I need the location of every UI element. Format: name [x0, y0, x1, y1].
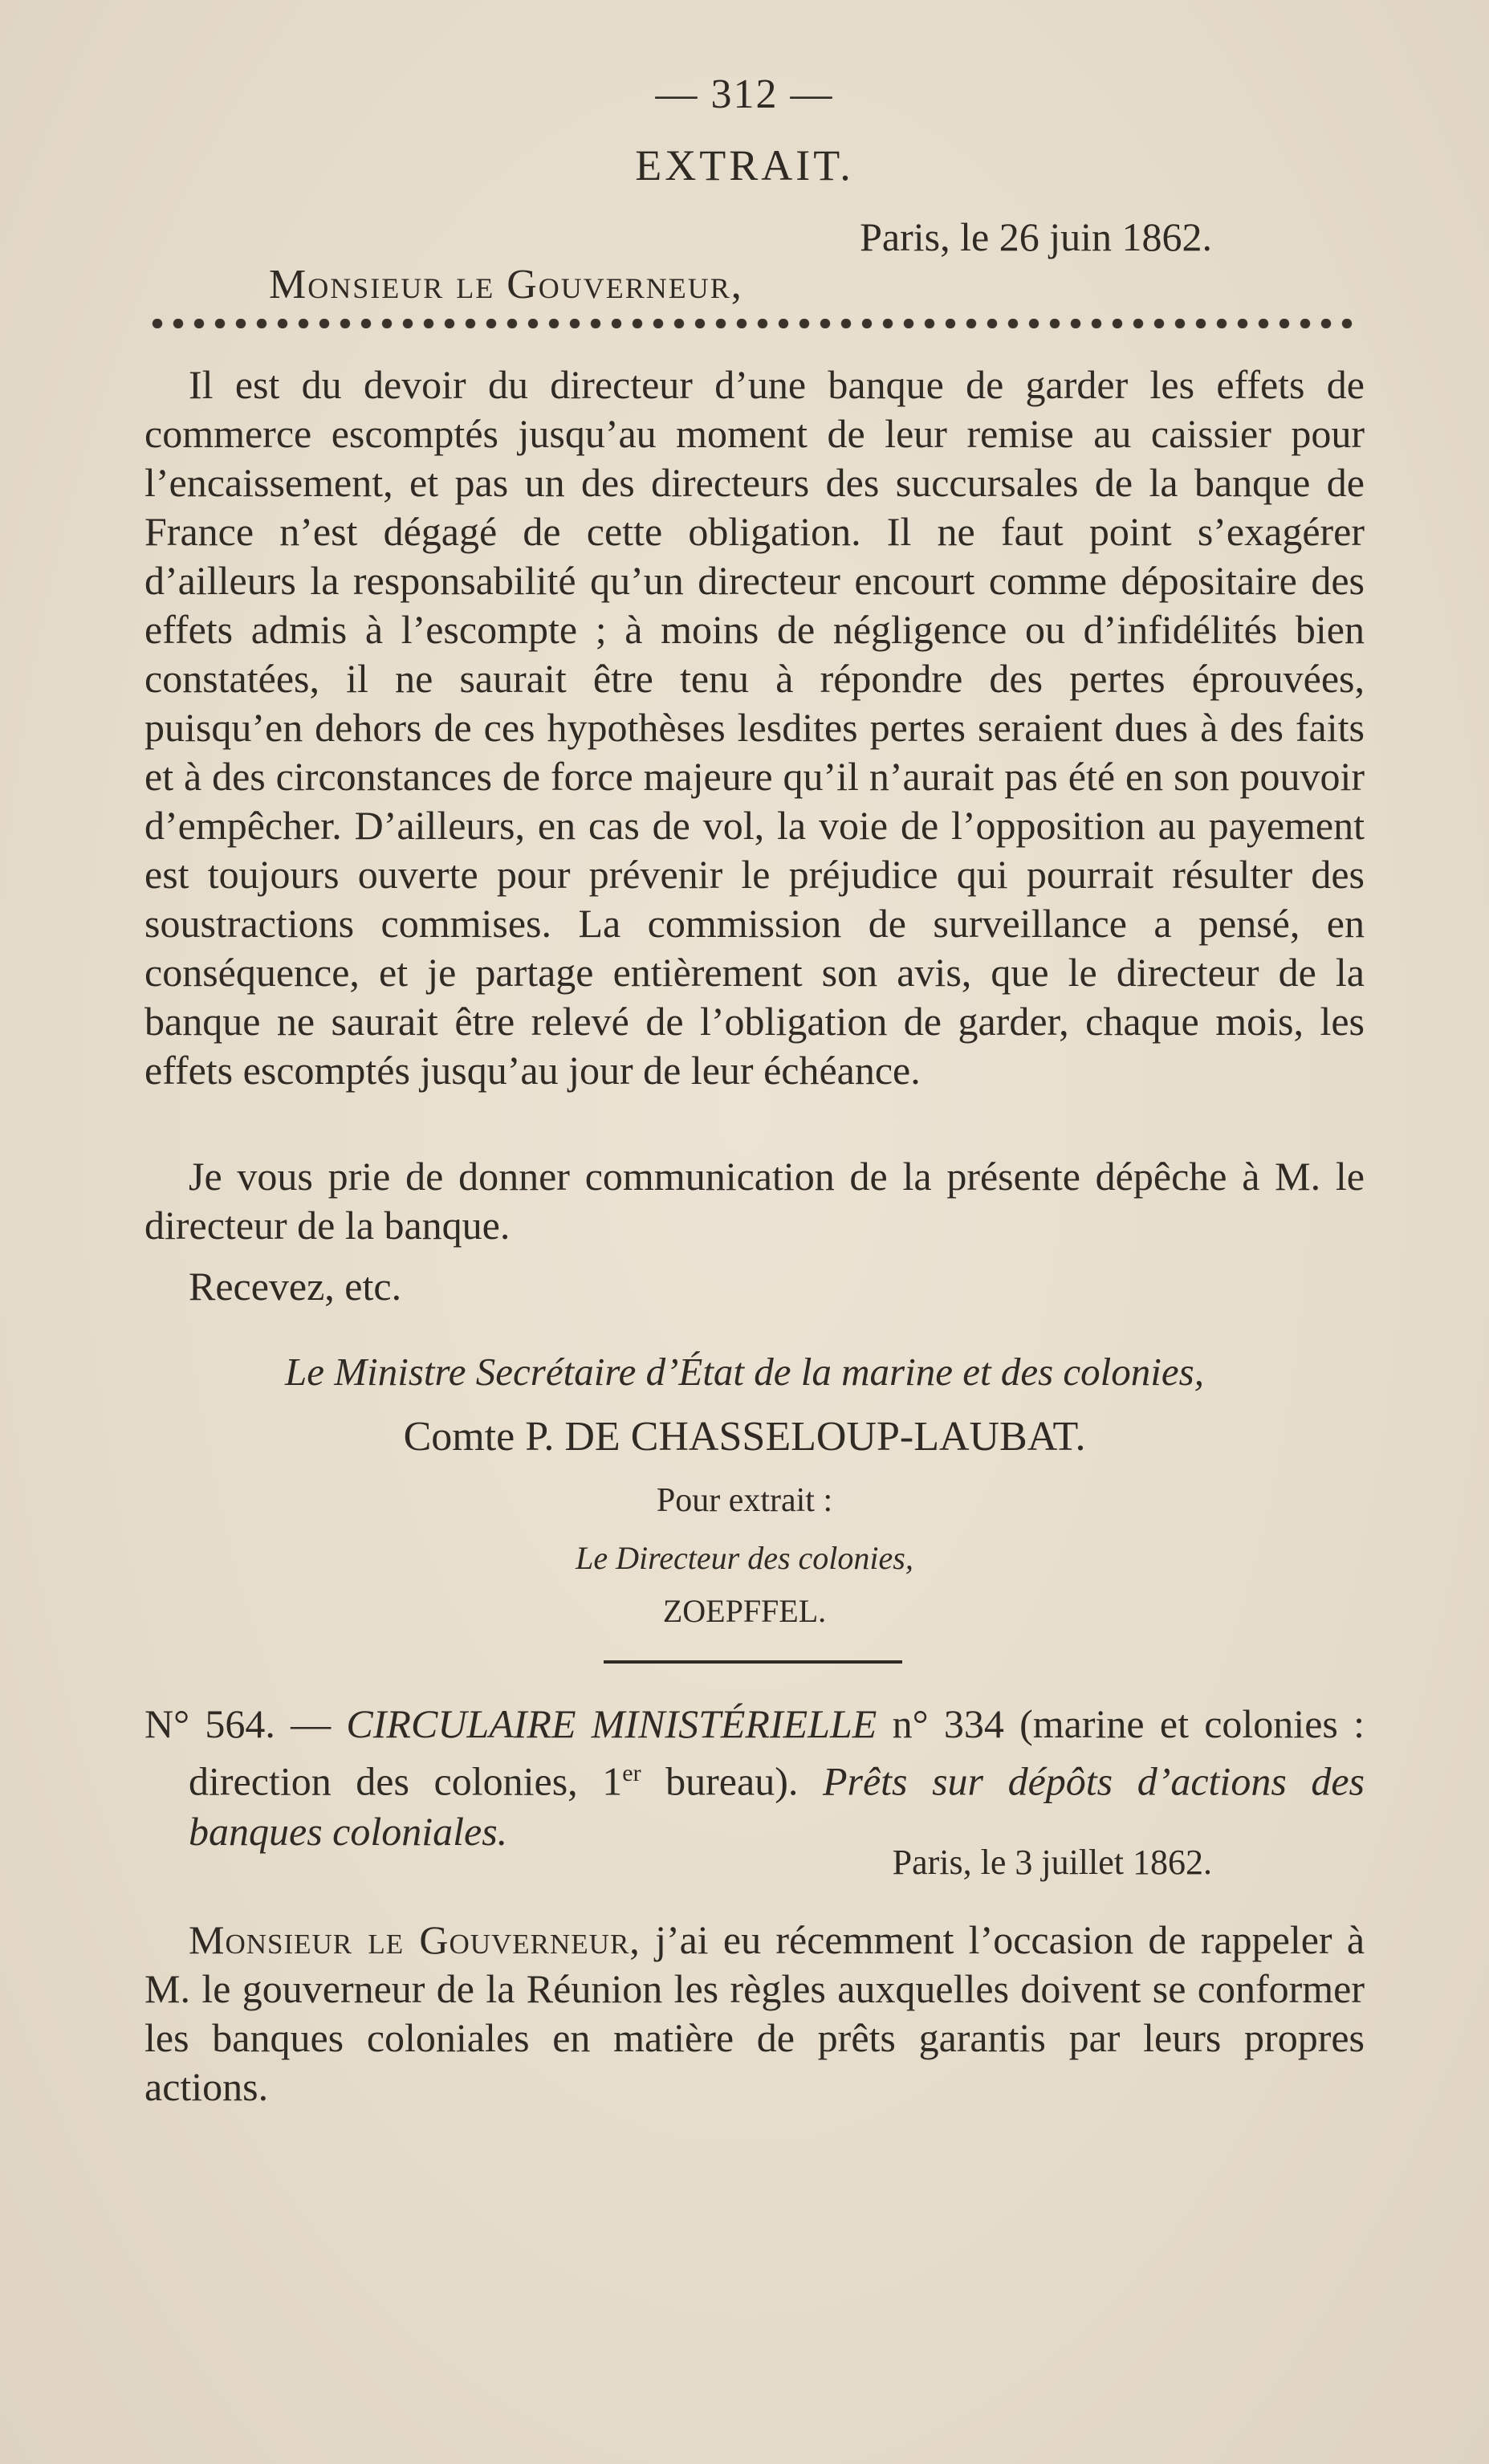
extrait-closing: Recevez, etc.	[189, 1264, 402, 1309]
pour-extrait: Pour extrait :	[656, 1482, 833, 1519]
circulaire-date: Paris, le 3 juillet 1862.	[892, 1843, 1212, 1882]
extrait-date: Paris, le 26 juin 1862.	[860, 214, 1212, 259]
extrait-paragraph-1: Il est du devoir du directeur d’une banque de garder les effets de commerce escomptés jusqu’au moment de leur remise au caissier pour l’encaissement, et pas un des directeurs des succursales de la banque de France n’est dégagé de cette obligation. Il ne faut point s’exagérer d’ailleurs la responsabilité qu’un directeur encourt comme dépositaire des effets admis à l’escompte ; à moins de négligence ou d’infidélités bien constatées, il ne saurait être tenu à répondre des pertes éprouvées, puisqu’en dehors de ces hypothèses lesdites pertes seraient dues à des faits et à des circonstances de force majeure qu’il n’aurait pas été en son pouvoir d’empêcher. D’ailleurs, en cas de vol, la voie de l’opposition au payement est toujours ouverte pour prévenir le préjudice qui pourrait résulter des soustractions commises. La commission de surveillance a pensé, en conséquence, et je partage entièrement son avis, que le directeur de la banque ne saurait être relevé de l’obligation de garder, chaque mois, les effets escomptés jusqu’au jour de leur échéance.	[144, 362, 1365, 1093]
extrait-salutation: Monsieur le Gouverneur,	[269, 262, 743, 307]
circulaire-heading	[144, 1699, 1365, 1856]
circulaire-number: N° 564. —	[144, 1701, 332, 1746]
director-title: Le Directeur des colonies,	[576, 1540, 913, 1576]
minister-title: Le Ministre Secrétaire d’État de la marine et des colonies,	[285, 1350, 1204, 1394]
circulaire-reference: n° 334 (marine et colonies : direction des colonies, 1	[189, 1701, 1365, 1804]
page-number: — 312 —	[655, 71, 834, 117]
section-divider	[604, 1660, 902, 1664]
circulaire-subject: Prêts sur dépôts d’actions des banques coloniales.	[189, 1758, 1365, 1854]
circulaire-paragraph-text: j’ai eu récemment l’occasion de rappeler à M. le gouverneur de la Réunion les règles auxquelles doivent se conformer les banques coloniales en matière de prêts garantis par leurs propres actions.	[144, 1917, 1365, 2109]
circulaire-reference-sup: er	[622, 1760, 641, 1786]
extrait-paragraph-2: Je vous prie de donner communication de la présente dépêche à M. le directeur de la banque.	[144, 1154, 1365, 1248]
director-name: ZOEPFFEL.	[662, 1593, 827, 1629]
ellipsis-dot-leader	[147, 319, 1357, 328]
circulaire-title: CIRCULAIRE MINISTÉRIELLE	[346, 1701, 877, 1746]
extrait-title: EXTRAIT.	[635, 141, 854, 189]
circulaire-salutation: Monsieur le Gouverneur,	[189, 1917, 641, 1962]
circulaire-reference-end: bureau).	[665, 1758, 799, 1804]
circulaire-paragraph-1	[144, 1916, 1365, 2112]
minister-name: Comte P. DE CHASSELOUP-LAUBAT.	[403, 1414, 1086, 1460]
